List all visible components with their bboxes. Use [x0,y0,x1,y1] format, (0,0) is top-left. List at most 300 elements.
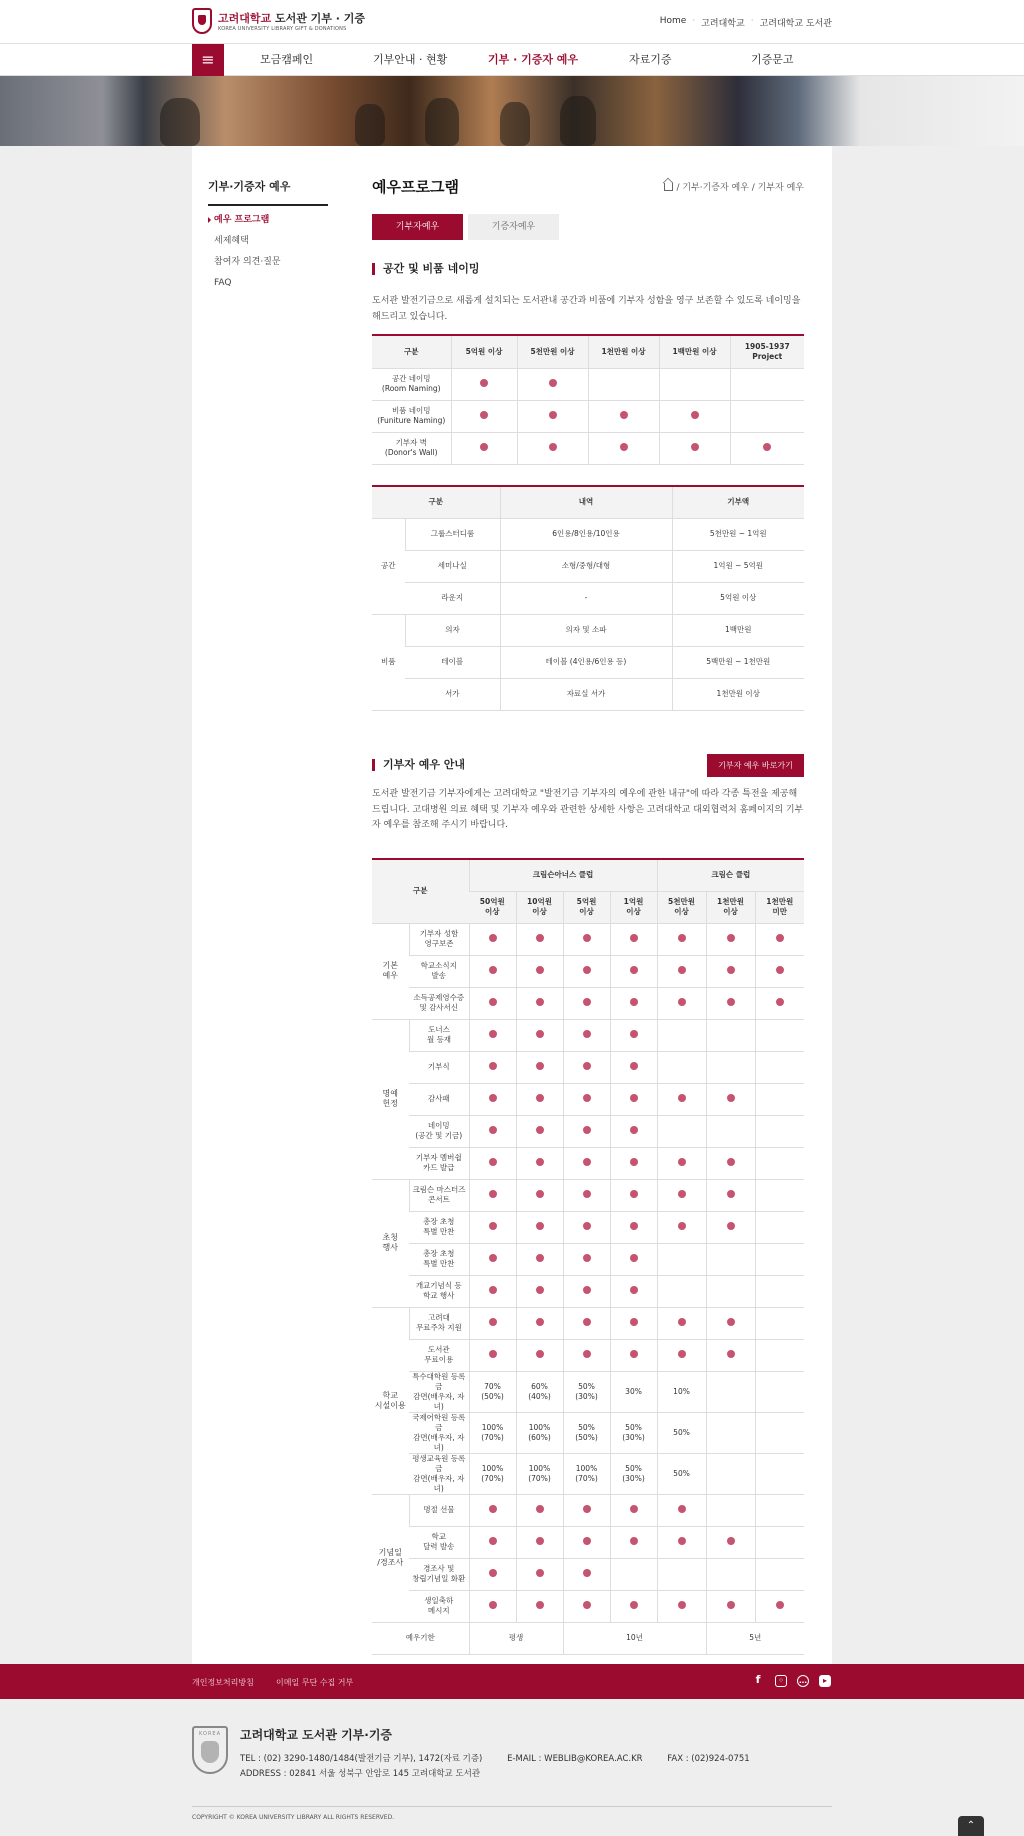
benefit-cell [657,1494,706,1526]
dot-marker-icon [727,1601,735,1609]
benefit-cell [657,1243,706,1275]
benefit-description: 도서관 발전기금 기부자에게는 고려대학교 "발전기금 기부자의 예우에 관한 내규"에 따라 각종 특전을 제공해 드립니다. 고대병원 의료 혜택 및 기부자 예우와 관련한 상세한 사항은 고려대학교 대외협력처 홈페이지의 기부자 예우를 참조해 주시기 바랍니다. [372,789,804,830]
kakaotalk-icon[interactable]: … [799,1676,807,1685]
benefit-cell [657,1115,706,1147]
benefit-cell [469,923,516,955]
footer-tel: TEL : (02) 3290-1480/1484(발전기금 기부), 1472(자료 기증) [240,1754,483,1764]
benefit-tier-header: 1천만원 이상 [706,891,755,923]
benefit-cell [469,1307,516,1339]
benefit-tier-header: 1억원 이상 [610,891,657,923]
benefit-cell [516,1526,563,1558]
dot-marker-icon [489,1601,497,1609]
benefit-cell [516,1275,563,1307]
dot-marker-icon [489,1062,497,1070]
footer-link-privacy[interactable]: 개인정보처리방침 [192,1678,254,1687]
benefit-cell [516,1019,563,1051]
benefit-cell [755,1526,804,1558]
dot-marker-icon [536,1318,544,1326]
dot-marker-icon [549,411,557,419]
dot-marker-icon [583,1190,591,1198]
benefit-cell [469,1275,516,1307]
benefit-cell [657,955,706,987]
dot-marker-icon [583,1318,591,1326]
benefit-header-gubun: 구분 [372,859,469,923]
dot-marker-icon [678,1158,686,1166]
benefit-cell [469,1211,516,1243]
space-header: 구분 [372,486,500,518]
benefit-cell [755,955,804,987]
tab-contributor[interactable]: 기증자예우 [468,214,559,240]
benefit-cell [706,1243,755,1275]
dot-marker-icon [489,1505,497,1513]
footer-link-email-policy[interactable]: 이메일 무단 수집 거부 [276,1678,354,1687]
nav-item-campaign[interactable]: 모금캠페인 [260,53,314,66]
benefit-cell [755,1243,804,1275]
dot-marker-icon [678,1350,686,1358]
sidebar-item-faq[interactable]: FAQ [214,278,232,288]
naming-cell [659,400,730,432]
footer-bar [0,1664,1024,1699]
main-nav [0,44,1024,76]
table-row [372,1115,804,1147]
space-cell: 6인용/8인용/10인용 [500,518,672,550]
naming-cell [517,400,588,432]
space-cell: 서가 [405,678,500,710]
dot-marker-icon [489,934,497,942]
benefit-cell: 50% [657,1412,706,1453]
dot-marker-icon [630,966,638,974]
dot-marker-icon [727,998,735,1006]
benefit-cell [755,1083,804,1115]
dot-marker-icon [489,998,497,1006]
benefit-cell: 10% [657,1371,706,1412]
scroll-top-button[interactable]: ⌃ [958,1816,984,1836]
naming-table [372,334,804,465]
table-row [372,955,804,987]
benefit-cell [563,1243,610,1275]
benefit-row-label: 총장 초청 특별 만찬 [409,1243,469,1275]
benefit-cell: 100% (70%) [516,1453,563,1494]
section-title-benefit: 기부자 예우 안내 [372,759,465,771]
benefit-cell [755,1558,804,1590]
dot-marker-icon [678,1094,686,1102]
dot-marker-icon [763,443,771,451]
benefit-cell [706,1275,755,1307]
benefit-cell [469,1179,516,1211]
dot-marker-icon [630,1350,638,1358]
benefit-cell [657,1211,706,1243]
dot-marker-icon [727,1222,735,1230]
benefit-cell [706,1526,755,1558]
dot-marker-icon [630,1030,638,1038]
space-group-label: 비품 [372,614,405,710]
dot-marker-icon [620,443,628,451]
dot-marker-icon [776,1601,784,1609]
menu-icon[interactable]: ≡ [192,44,224,76]
benefit-table [372,858,804,1655]
benefit-cell [563,1083,610,1115]
dot-marker-icon [678,966,686,974]
benefit-cell [657,923,706,955]
benefit-cell: 100% (60%) [516,1412,563,1453]
benefit-row-label: 학교 달력 발송 [409,1526,469,1558]
dot-marker-icon [776,998,784,1006]
dot-marker-icon [536,1126,544,1134]
benefit-cell [516,1339,563,1371]
footer-address: ADDRESS : 02841 서울 성북구 안암로 145 고려대학교 도서관 [240,1769,481,1779]
benefit-link-button[interactable]: 기부자 예우 바로가기 [707,754,804,777]
dot-marker-icon [583,1350,591,1358]
dot-marker-icon [536,1537,544,1545]
dot-marker-icon [583,1601,591,1609]
benefit-row-label: 명절 선물 [409,1494,469,1526]
benefit-cell [610,1083,657,1115]
benefit-group-label: 기본 예우 [372,923,409,1019]
table-row [372,368,804,400]
dot-marker-icon [776,934,784,942]
benefit-row-label: 평생교육원 등록금 감면(배우자, 자녀) [409,1453,469,1494]
benefit-cell [706,923,755,955]
dot-marker-icon [583,1537,591,1545]
footer-fax: FAX : (02)924-0751 [667,1754,750,1764]
benefit-cell: 50% (30%) [610,1453,657,1494]
dot-marker-icon [583,1094,591,1102]
benefit-row-label: 국제어학원 등록금 감면(배우자, 자녀) [409,1412,469,1453]
util-link-library[interactable]: 고려대학교 도서관 [759,19,832,29]
benefit-cell [755,1115,804,1147]
dot-marker-icon [776,966,784,974]
dot-marker-icon [536,934,544,942]
nav-item-material[interactable]: 자료기증 [629,53,672,66]
benefit-group-label: 명예 헌정 [372,1019,409,1179]
benefit-cell [610,1590,657,1622]
youtube-icon[interactable]: ▸ [819,1675,831,1687]
util-link-korea-univ[interactable]: 고려대학교 [701,19,745,29]
footer-email: E-MAIL : WEBLIB@KOREA.AC.KR [507,1754,643,1764]
benefit-cell [563,1179,610,1211]
dot-marker-icon [536,1190,544,1198]
benefit-cell [755,923,804,955]
benefit-row-label: 특수대학원 등록금 감면(배우자, 자녀) [409,1371,469,1412]
benefit-cell [610,1019,657,1051]
footer-title: 고려대학교 도서관 기부·기증 [240,1728,393,1742]
dot-marker-icon [489,1537,497,1545]
facebook-icon[interactable]: f [755,1673,761,1686]
nav-item-guide[interactable]: 기부안내 · 현황 [373,53,448,66]
site-header [0,0,1024,44]
benefit-row-label: 도서관 무료이용 [409,1339,469,1371]
breadcrumb: / 기부·기증자 예우 / 기부자 예우 [664,180,804,193]
benefit-cell [706,1494,755,1526]
naming-cell [451,368,517,400]
benefit-row-label: 크림슨 마스터즈 콘서트 [409,1179,469,1211]
instagram-icon[interactable]: ◦ [775,1675,787,1687]
benefit-tier-header: 5억원 이상 [563,891,610,923]
benefit-row-label: 네이밍 (공간 및 기금) [409,1115,469,1147]
space-cell: 1천만원 이상 [672,678,804,710]
naming-cell [659,368,730,400]
table-row [372,1051,804,1083]
benefit-cell [563,1494,610,1526]
benefit-cell [610,1307,657,1339]
dot-marker-icon [727,1318,735,1326]
space-cell: 라운지 [405,582,500,614]
dot-marker-icon [480,411,488,419]
benefit-cell [610,955,657,987]
benefit-cell [610,1115,657,1147]
table-row [372,1243,804,1275]
table-row [372,1494,804,1526]
dot-marker-icon [630,1254,638,1262]
space-cell: 1백만원 [672,614,804,646]
benefit-cell [706,1019,755,1051]
benefit-header-club1: 크림슨아너스 클럽 [469,859,657,891]
dot-marker-icon [583,1126,591,1134]
dot-marker-icon [630,1222,638,1230]
benefit-cell [610,923,657,955]
tab-bar [372,214,564,240]
period-label: 예우기한 [372,1622,469,1654]
dot-marker-icon [678,1537,686,1545]
benefit-cell [657,1339,706,1371]
dot-marker-icon [489,1126,497,1134]
dot-marker-icon [583,1569,591,1577]
sidebar-item-qna[interactable]: 참여자 의견·질문 [214,257,281,267]
space-cell: 그룹스터디룸 [405,518,500,550]
benefit-cell [516,1307,563,1339]
dot-marker-icon [691,411,699,419]
benefit-cell [610,1051,657,1083]
dot-marker-icon [536,1601,544,1609]
benefit-cell [469,1019,516,1051]
sidebar-menu [208,212,328,296]
dot-marker-icon [583,934,591,942]
dot-marker-icon [536,1062,544,1070]
table-row [372,1590,804,1622]
table-row [372,1275,804,1307]
benefit-cell [755,1211,804,1243]
space-header: 기부액 [672,486,804,518]
period-value: 10년 [563,1622,706,1654]
naming-header: 5천만원 이상 [517,335,588,368]
benefit-cell [706,1590,755,1622]
dot-marker-icon [480,379,488,387]
table-row [372,678,804,710]
home-icon[interactable] [664,183,673,191]
table-row [372,1412,804,1453]
benefit-cell: 50% (30%) [563,1371,610,1412]
footer-divider [192,1806,832,1807]
dot-marker-icon [727,1190,735,1198]
period-value: 평생 [469,1622,563,1654]
dot-marker-icon [489,1286,497,1294]
benefit-cell [657,1526,706,1558]
benefit-cell [516,1147,563,1179]
table-row [372,1147,804,1179]
table-row [372,1339,804,1371]
benefit-cell [755,1412,804,1453]
benefit-cell [469,1243,516,1275]
benefit-cell [706,1412,755,1453]
dot-marker-icon [691,443,699,451]
dot-marker-icon [630,1158,638,1166]
dot-marker-icon [727,1094,735,1102]
table-row [372,400,804,432]
benefit-cell [469,1590,516,1622]
dot-marker-icon [630,1601,638,1609]
benefit-cell [563,1211,610,1243]
benefit-cell [706,1083,755,1115]
benefit-cell [755,1147,804,1179]
dot-marker-icon [727,1350,735,1358]
table-row [372,1211,804,1243]
benefit-cell [706,1051,755,1083]
benefit-cell [706,1453,755,1494]
naming-cell [730,400,804,432]
benefit-cell [755,1494,804,1526]
dot-marker-icon [489,1094,497,1102]
sidebar-title: 기부·기증자 예우 [208,178,328,206]
benefit-cell [563,923,610,955]
table-row [372,987,804,1019]
sidebar-item-program[interactable]: 예우 프로그램 [208,212,328,233]
naming-cell [517,432,588,464]
benefit-cell [563,955,610,987]
dot-marker-icon [678,1318,686,1326]
sidebar-item-tax[interactable]: 세제혜택 [214,236,249,246]
naming-cell [659,432,730,464]
table-row [372,550,804,582]
dot-marker-icon [489,1190,497,1198]
benefit-cell [469,955,516,987]
table-row [372,1526,804,1558]
naming-cell [588,400,659,432]
naming-description: 도서관 발전기금으로 새롭게 설치되는 도서관내 공간과 비품에 기부자 성함을 영구 보존할 수 있도록 네이밍을 해드리고 있습니다. [372,296,801,322]
footer-crest-logo: KOREA [192,1726,228,1774]
table-row [372,614,804,646]
benefit-cell [516,1179,563,1211]
space-cell: 5천만원 ~ 1억원 [672,518,804,550]
dot-marker-icon [727,934,735,942]
benefit-cell: 30% [610,1371,657,1412]
dot-marker-icon [620,411,628,419]
dot-marker-icon [630,1537,638,1545]
benefit-cell [516,987,563,1019]
table-row [372,1179,804,1211]
table-row [372,1371,804,1412]
tab-donor[interactable]: 기부자예우 [372,214,463,240]
table-row [372,518,804,550]
dot-marker-icon [630,1505,638,1513]
dot-marker-icon [583,1158,591,1166]
table-row [372,646,804,678]
naming-header: 1천만원 이상 [588,335,659,368]
benefit-cell [610,1526,657,1558]
benefit-group-label: 학교 시설이용 [372,1307,409,1494]
naming-header: 1백만원 이상 [659,335,730,368]
benefit-cell [563,1115,610,1147]
nav-item-collection[interactable]: 기증문고 [751,53,794,66]
dot-marker-icon [536,1158,544,1166]
benefit-cell [706,987,755,1019]
benefit-cell [755,1307,804,1339]
benefit-cell [610,1558,657,1590]
space-cell: 1억원 ~ 5억원 [672,550,804,582]
table-row [372,1622,804,1654]
benefit-row-label: 고려대 무료주차 지원 [409,1307,469,1339]
benefit-cell [755,1339,804,1371]
dot-marker-icon [583,1222,591,1230]
university-crest-icon [192,8,212,34]
benefit-cell: 70% (50%) [469,1371,516,1412]
benefit-row-label: 기부자 성함 영구보존 [409,923,469,955]
benefit-cell [657,1275,706,1307]
dot-marker-icon [630,934,638,942]
dot-marker-icon [536,1094,544,1102]
benefit-cell [657,1051,706,1083]
space-cell: 세미나실 [405,550,500,582]
dot-marker-icon [536,1030,544,1038]
benefit-row-label: 도너스 월 등재 [409,1019,469,1051]
dot-marker-icon [536,1254,544,1262]
dot-marker-icon [536,1350,544,1358]
benefit-row-label: 개교기념식 등 학교 행사 [409,1275,469,1307]
dot-marker-icon [630,1318,638,1326]
space-cell: 테이블 (4인용/6인용 등) [500,646,672,678]
benefit-cell [516,1243,563,1275]
naming-cell [451,432,517,464]
util-link-home[interactable]: Home [659,16,687,26]
logo-subtitle: KOREA UNIVERSITY LIBRARY GIFT & DONATIONS [218,26,347,32]
benefit-cell [755,1019,804,1051]
banner-image [0,76,1024,146]
benefit-cell [755,1275,804,1307]
benefit-group-label: 기념일 /경조사 [372,1494,409,1622]
dot-marker-icon [678,1601,686,1609]
benefit-cell: 100% (70%) [469,1412,516,1453]
period-value: 5년 [706,1622,804,1654]
dot-marker-icon [678,1505,686,1513]
dot-marker-icon [489,1030,497,1038]
nav-item-honors[interactable]: 기부 · 기증자 예우 [488,53,579,66]
space-cell: 5억원 이상 [672,582,804,614]
benefit-cell [610,987,657,1019]
benefit-cell [516,1558,563,1590]
dot-marker-icon [678,1222,686,1230]
naming-cell [451,400,517,432]
benefit-cell [755,1371,804,1412]
benefit-cell [657,1590,706,1622]
benefit-group-label: 초청 행사 [372,1179,409,1307]
dot-marker-icon [630,1190,638,1198]
dot-marker-icon [630,1126,638,1134]
table-row [372,923,804,955]
benefit-cell [469,1083,516,1115]
benefit-cell [706,1147,755,1179]
dot-marker-icon [583,1030,591,1038]
site-logo[interactable] [192,8,365,34]
benefit-cell [516,1494,563,1526]
benefit-cell [755,1453,804,1494]
benefit-cell [563,1558,610,1590]
footer-contact [240,1752,750,1764]
dot-marker-icon [630,998,638,1006]
benefit-cell [755,987,804,1019]
benefit-cell [657,1147,706,1179]
utility-links: Home · 고려대학교 · 고려대학교 도서관 [659,16,832,29]
dot-marker-icon [583,1286,591,1294]
dot-marker-icon [489,1350,497,1358]
